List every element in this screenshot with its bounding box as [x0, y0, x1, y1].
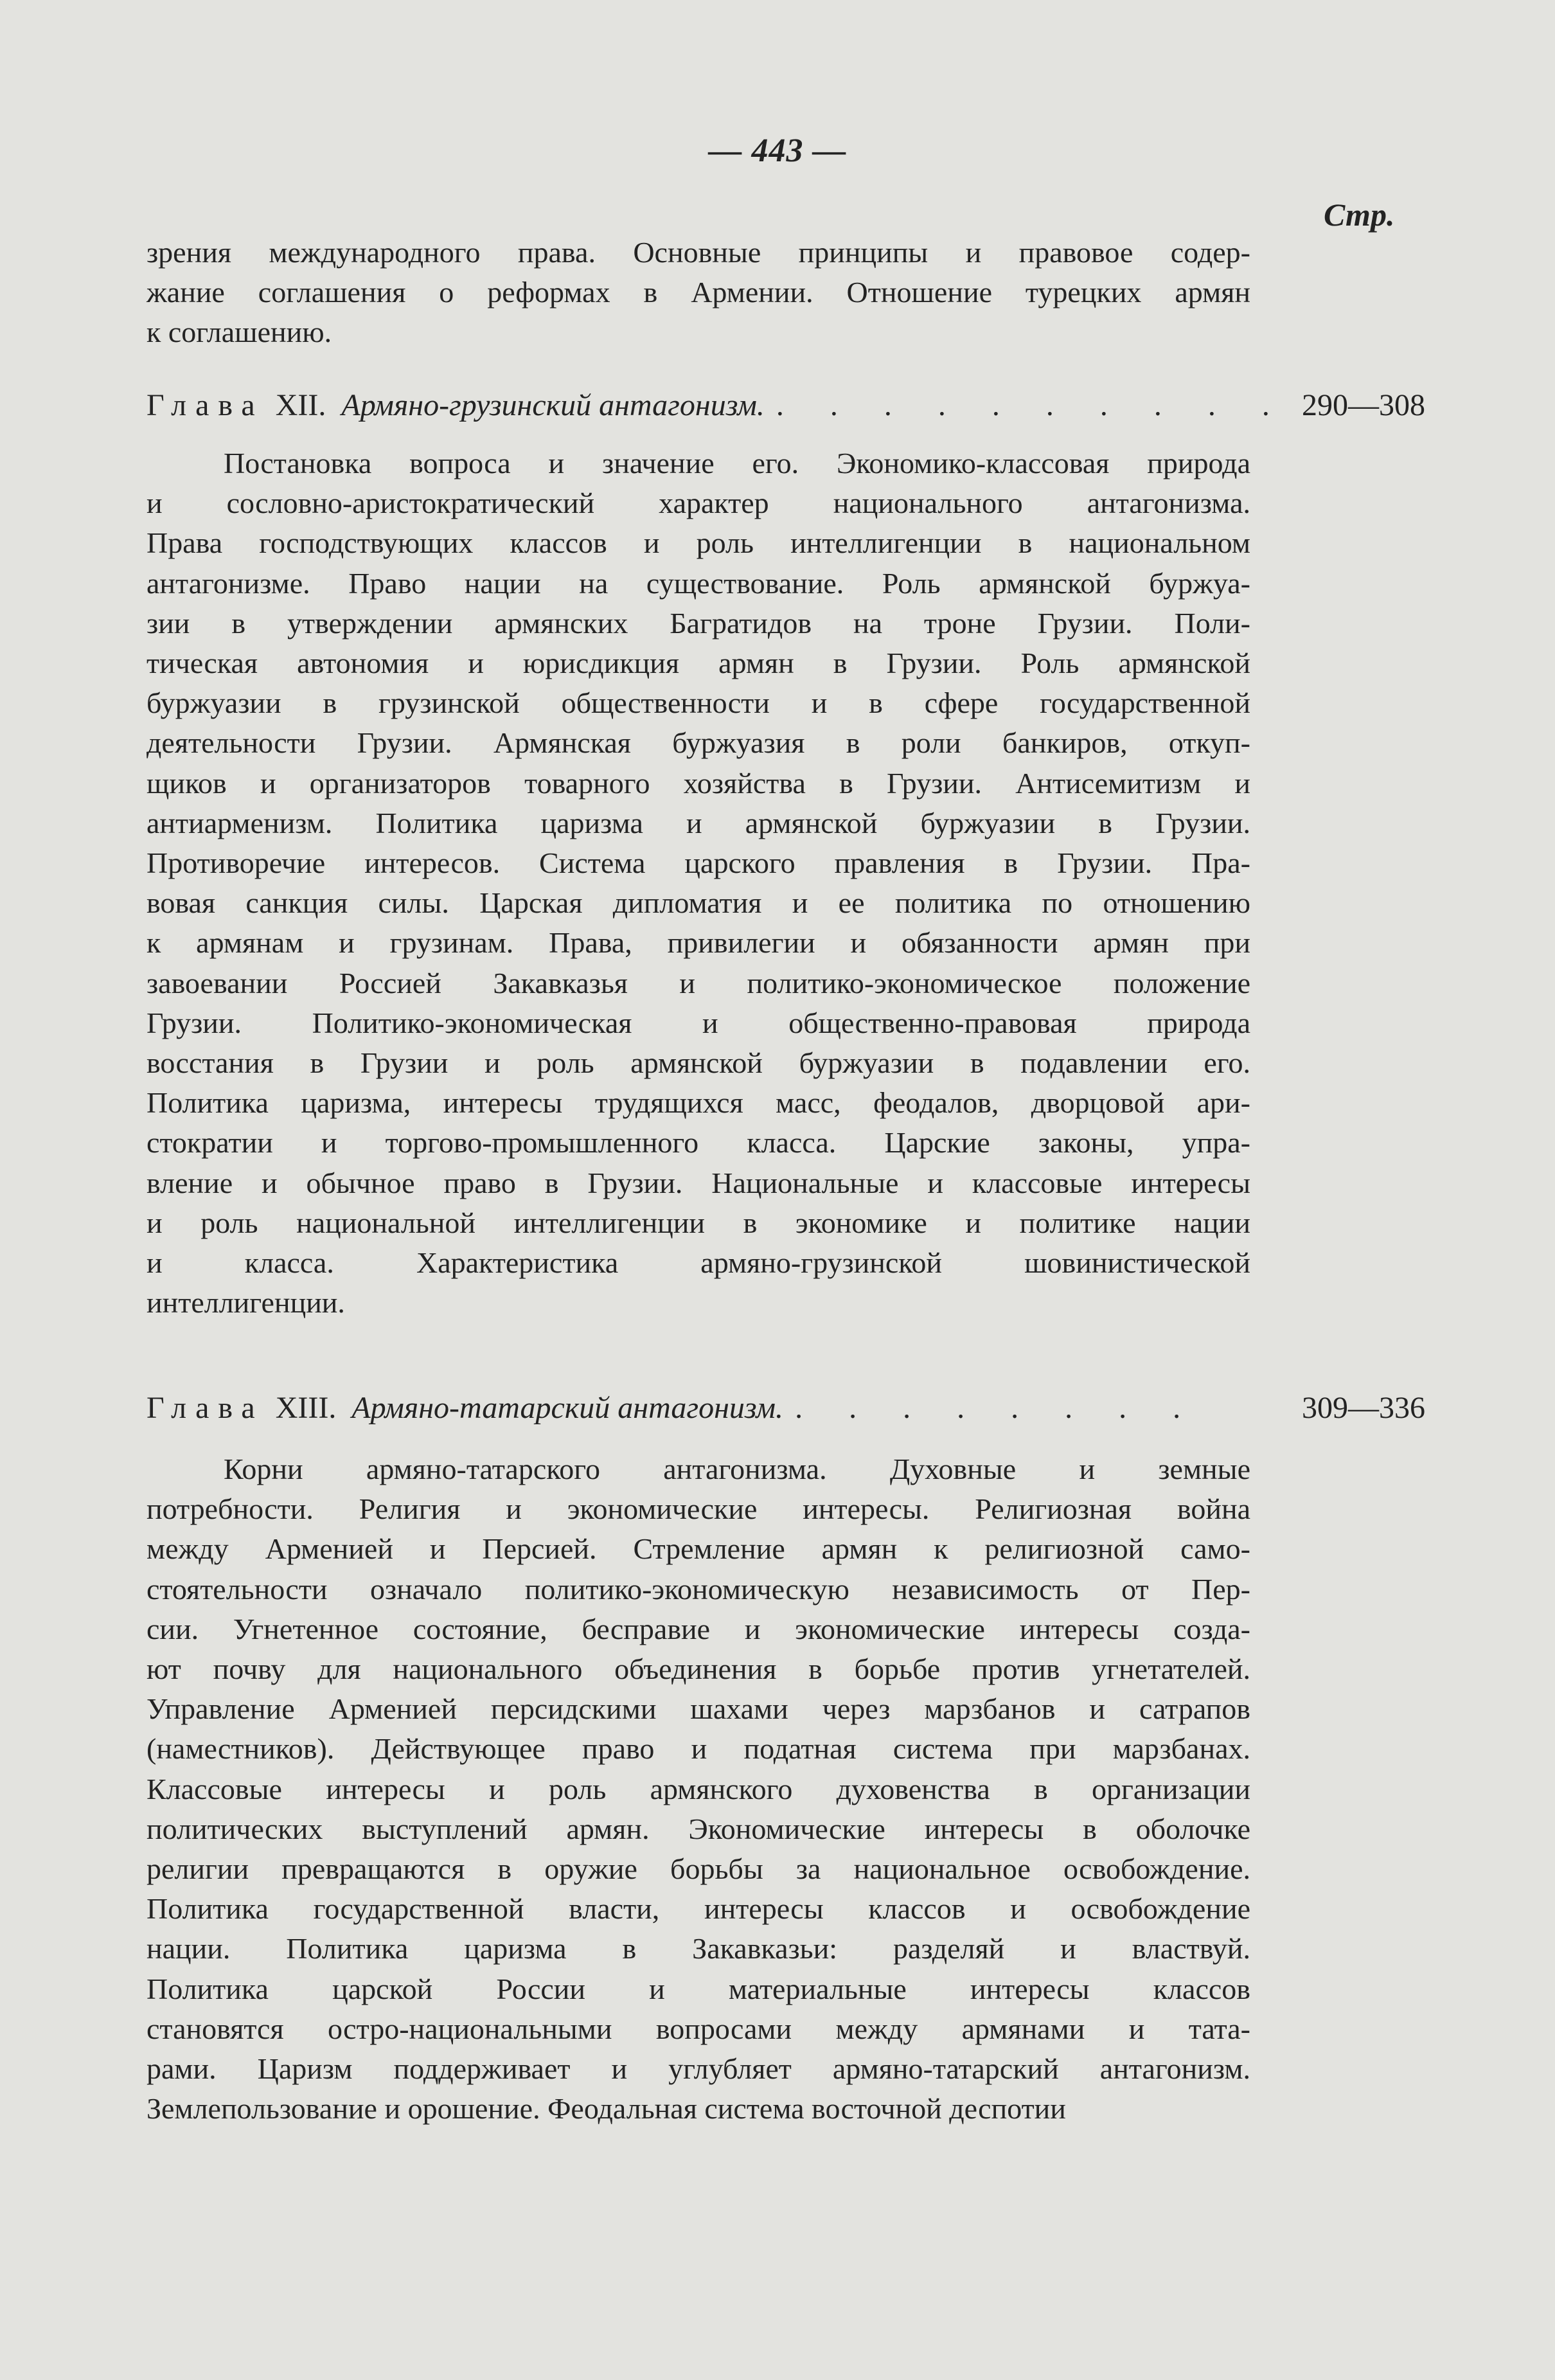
text-line: буржуазии в грузинской общественности и в сфере государственной [147, 686, 1250, 720]
chapter-title: Армяно-грузинский антагонизм. [341, 388, 765, 422]
text-line: восстания в Грузии и роль армянской буржуазии в подавлении его. [147, 1046, 1250, 1080]
text-line: интеллигенции. [147, 1286, 345, 1320]
text-line: антиарменизм. Политика царизма и армянской буржуазии в Грузии. [147, 806, 1250, 839]
text-line: нации. Политика царизма в Закавказьи: разделяй и властвуй. [147, 1932, 1250, 1965]
text-line: Права господствующих классов и роль интеллигенции в национальном [147, 526, 1250, 560]
page-column-label: Стр. [1324, 197, 1395, 233]
text-line: и класса. Характеристика армяно-грузинской шовинистической [147, 1246, 1250, 1280]
text-line: к армянам и грузинам. Права, привилегии и обязанности армян при [147, 926, 1250, 960]
text-line: политических выступлений армян. Экономические интересы в оболочке [147, 1812, 1250, 1845]
text-line: Корни армяно-татарского антагонизма. Духовные и земные [224, 1453, 1250, 1485]
text-line: Политика государственной власти, интересы классов и освобождение [147, 1892, 1250, 1926]
text-line: зрения международного права. Основные принципы и правовое содер- [147, 236, 1250, 269]
chapter-12-summary [147, 443, 1250, 1323]
text-line: сии. Угнетенное состояние, бесправие и экономические интересы созда- [147, 1612, 1250, 1645]
chapter-page-range: 290—308 [1302, 388, 1425, 422]
text-line: вление и обычное право в Грузии. Национальные и классовые интересы [147, 1166, 1250, 1199]
text-line: становятся остро-национальными вопросами между армянами и тата- [147, 2012, 1250, 2045]
chapter-13-summary [147, 1449, 1250, 2129]
text-line: антагонизме. Право нации на существование. Роль армянской буржуа- [147, 566, 1250, 600]
text-line: Классовые интересы и роль армянского духовенства в организации [147, 1772, 1250, 1805]
chapter-number: XII. [275, 388, 326, 422]
text-line: и сословно-аристократический характер национального антагонизма. [147, 487, 1250, 520]
intro-paragraph [147, 233, 1250, 353]
text-line: жание соглашения о реформах в Армении. Отношение турецких армян [147, 276, 1250, 309]
text-line: щиков и организаторов товарного хозяйства в Грузии. Антисемитизм и [147, 766, 1250, 800]
page-number: — 443 — [708, 132, 847, 169]
text-line: к соглашению. [147, 316, 332, 349]
text-line: потребности. Религия и экономические интересы. Религиозная война [147, 1492, 1250, 1526]
text-line: Управление Арменией персидскими шахами через марзбанов и сатрапов [147, 1692, 1250, 1726]
chapter-page-range: 309—336 [1302, 1391, 1425, 1425]
text-line: между Арменией и Персией. Стремление армян к религиозной само- [147, 1532, 1250, 1566]
text-line: Политика царской России и материальные интересы классов [147, 1972, 1250, 2005]
leader-dots: . . . . . . . . [795, 1391, 1200, 1425]
chapter-word: Глава [147, 1391, 264, 1425]
leader-dots: . . . . . . . . . . [776, 388, 1289, 422]
chapter-heading-12[interactable] [147, 386, 1425, 425]
text-line: Политика царизма, интересы трудящихся масс, феодалов, дворцовой ари- [147, 1086, 1250, 1120]
chapter-word: Глава [147, 388, 264, 422]
text-line: деятельности Грузии. Армянская буржуазия в роли банкиров, откуп- [147, 726, 1250, 760]
chapter-heading-13[interactable] [147, 1388, 1425, 1428]
text-line: ют почву для национального объединения в борьбе против угнетателей. [147, 1652, 1250, 1686]
text-line: Грузии. Политико-экономическая и общественно-правовая природа [147, 1006, 1250, 1039]
text-line: стократии и торгово-промышленного класса. Царские законы, упра- [147, 1126, 1250, 1159]
text-line: вовая санкция силы. Царская дипломатия и ее политика по отношению [147, 886, 1250, 920]
text-line: стоятельности означало политико-экономическую независимость от Пер- [147, 1572, 1250, 1606]
chapter-title: Армяно-татарский антагонизм. [351, 1391, 784, 1425]
text-line: рами. Царизм поддерживает и углубляет армяно-татарский антагонизм. [147, 2052, 1250, 2086]
chapter-number: XIII. [275, 1391, 337, 1425]
text-line: Противоречие интересов. Система царского правления в Грузии. Пра- [147, 846, 1250, 880]
text-line: Землепользование и орошение. Феодальная система восточной деспотии [147, 2092, 1066, 2125]
text-line: тическая автономия и юрисдикция армян в Грузии. Роль армянской [147, 647, 1250, 680]
text-line: зии в утверждении армянских Багратидов на троне Грузии. Поли- [147, 606, 1250, 640]
text-line: и роль национальной интеллигенции в экономике и политике нации [147, 1206, 1250, 1239]
text-line: религии превращаются в оружие борьбы за национальное освобождение. [147, 1852, 1250, 1886]
text-line: Постановка вопроса и значение его. Экономико-классовая природа [224, 447, 1250, 479]
text-line: завоевании Россией Закавказья и политико-экономическое положение [147, 966, 1250, 999]
text-line: (наместников). Действующее право и податная система при марзбанах. [147, 1732, 1250, 1766]
